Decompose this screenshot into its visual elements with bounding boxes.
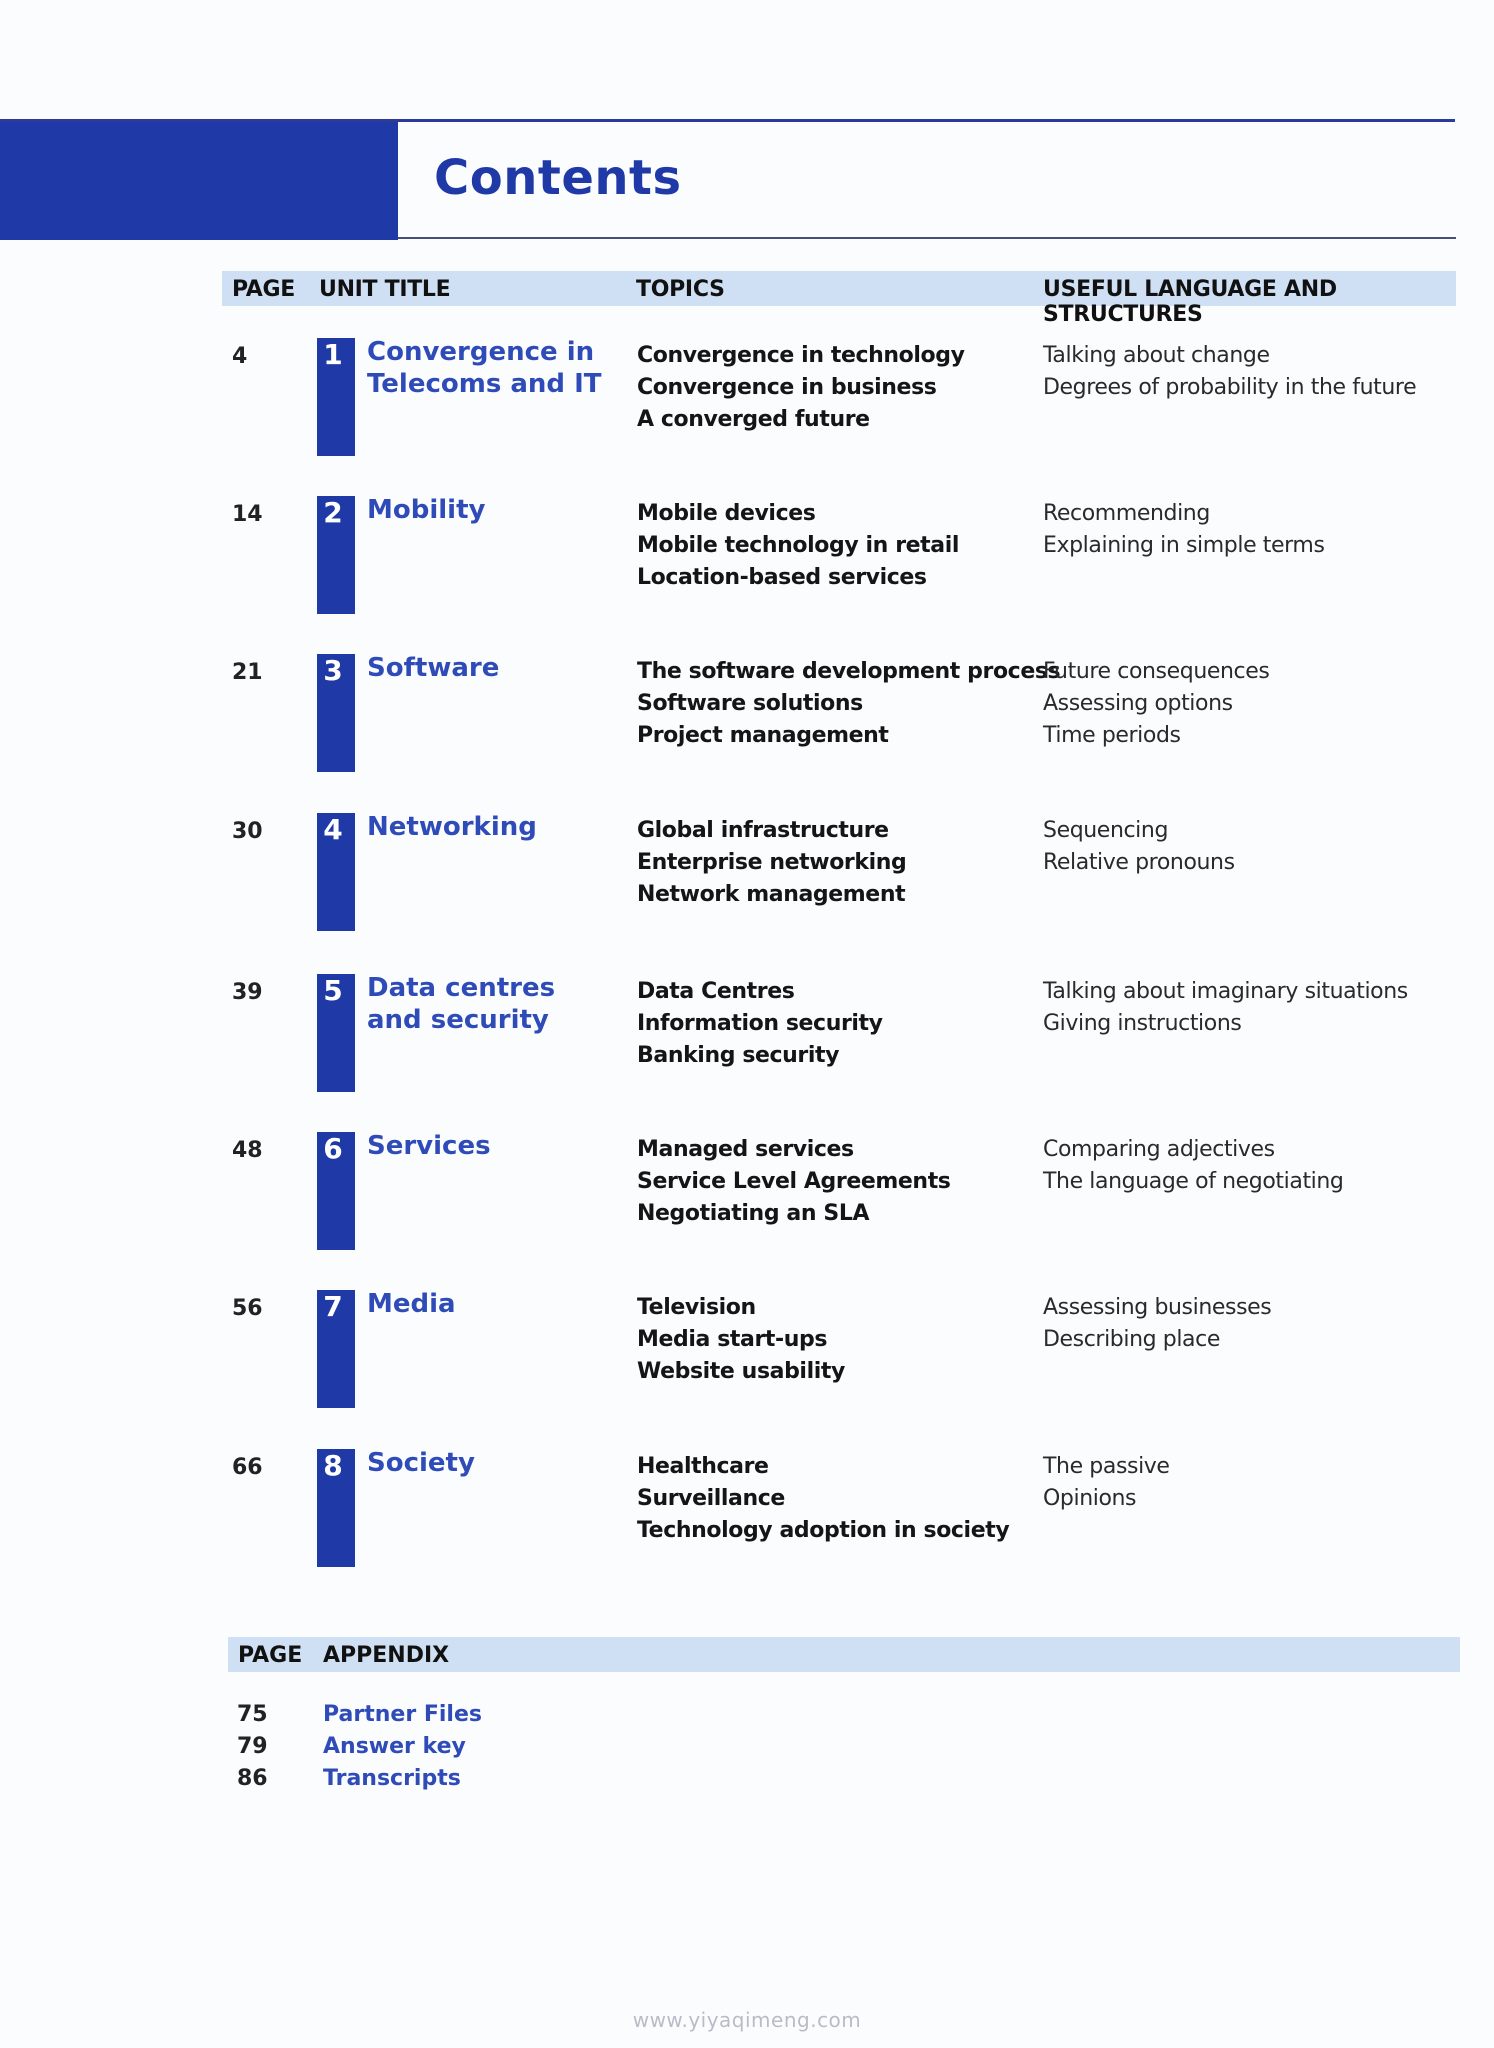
unit-language bbox=[1043, 1451, 1170, 1515]
topic-item: Website usability bbox=[637, 1359, 845, 1384]
unit-language bbox=[1043, 498, 1325, 562]
topic-item: Software solutions bbox=[637, 691, 863, 716]
topic-item: Network management bbox=[637, 882, 906, 907]
appendix-header-page: PAGE bbox=[238, 1643, 303, 1668]
header-banner bbox=[0, 122, 398, 240]
unit-page-number: 14 bbox=[232, 502, 263, 527]
topic-item: A converged future bbox=[637, 407, 870, 432]
unit-row-8 bbox=[222, 1449, 1456, 1579]
language-item: The language of negotiating bbox=[1043, 1169, 1344, 1194]
unit-row-6 bbox=[222, 1132, 1456, 1262]
unit-number-badge: 6 bbox=[317, 1132, 349, 1164]
unit-topics bbox=[637, 815, 906, 911]
unit-language bbox=[1043, 656, 1269, 752]
unit-topics bbox=[637, 498, 959, 594]
topic-item: Banking security bbox=[637, 1043, 840, 1068]
language-item: Comparing adjectives bbox=[1043, 1137, 1275, 1162]
language-item: Time periods bbox=[1043, 723, 1181, 748]
unit-page-number: 21 bbox=[232, 660, 263, 685]
unit-title[interactable]: Convergence in Telecoms and IT bbox=[367, 337, 602, 399]
language-item: Assessing options bbox=[1043, 691, 1233, 716]
table-header bbox=[222, 271, 1456, 327]
unit-language bbox=[1043, 340, 1416, 404]
topic-item: Location-based services bbox=[637, 565, 927, 590]
unit-topics bbox=[637, 1451, 1009, 1547]
unit-page-number: 66 bbox=[232, 1455, 263, 1480]
topic-item: Technology adoption in society bbox=[637, 1518, 1010, 1543]
unit-topics bbox=[637, 340, 965, 436]
unit-language bbox=[1043, 1134, 1344, 1198]
unit-title[interactable]: Data centres and security bbox=[367, 973, 556, 1035]
language-item: The passive bbox=[1043, 1454, 1170, 1479]
appendix-list bbox=[228, 1702, 828, 1798]
unit-topics bbox=[637, 1292, 845, 1388]
unit-number-badge: 2 bbox=[317, 496, 349, 528]
topic-item: Service Level Agreements bbox=[637, 1169, 951, 1194]
unit-row-5 bbox=[222, 974, 1456, 1104]
topic-item: Convergence in business bbox=[637, 375, 937, 400]
unit-title[interactable]: Society bbox=[367, 1448, 475, 1478]
unit-title[interactable]: Software bbox=[367, 653, 500, 683]
unit-page-number: 48 bbox=[232, 1138, 263, 1163]
unit-number-badge: 7 bbox=[317, 1290, 349, 1322]
unit-topics bbox=[637, 656, 1060, 752]
page-title: Contents bbox=[434, 150, 682, 206]
topic-item: Data Centres bbox=[637, 979, 795, 1004]
language-item: Giving instructions bbox=[1043, 1011, 1242, 1036]
unit-row-1 bbox=[222, 338, 1456, 468]
appendix-label[interactable]: Answer key bbox=[323, 1734, 466, 1759]
language-item: Assessing businesses bbox=[1043, 1295, 1272, 1320]
footer-watermark: www.yiyaqimeng.com bbox=[632, 2008, 862, 2032]
topic-item: Negotiating an SLA bbox=[637, 1201, 870, 1226]
appendix-label[interactable]: Transcripts bbox=[323, 1766, 461, 1791]
topic-item: Convergence in technology bbox=[637, 343, 965, 368]
unit-title[interactable]: Mobility bbox=[367, 495, 486, 525]
topic-item: Project management bbox=[637, 723, 889, 748]
language-item: Relative pronouns bbox=[1043, 850, 1235, 875]
unit-title[interactable]: Networking bbox=[367, 812, 537, 842]
unit-row-2 bbox=[222, 496, 1456, 626]
topic-item: Mobile technology in retail bbox=[637, 533, 960, 558]
language-item: Describing place bbox=[1043, 1327, 1220, 1352]
unit-language bbox=[1043, 815, 1235, 879]
title-underline bbox=[398, 237, 1456, 239]
language-item: Explaining in simple terms bbox=[1043, 533, 1325, 558]
unit-number-badge: 4 bbox=[317, 813, 349, 845]
appendix-item-answer-key[interactable] bbox=[228, 1734, 828, 1766]
topic-item: Global infrastructure bbox=[637, 818, 889, 843]
unit-language bbox=[1043, 1292, 1271, 1356]
appendix-header-title: APPENDIX bbox=[323, 1643, 450, 1668]
appendix-item-transcripts[interactable] bbox=[228, 1766, 828, 1798]
unit-row-3 bbox=[222, 654, 1456, 784]
unit-language bbox=[1043, 976, 1408, 1040]
appendix-header bbox=[228, 1637, 1460, 1672]
appendix-label[interactable]: Partner Files bbox=[323, 1702, 482, 1727]
topic-item: Healthcare bbox=[637, 1454, 769, 1479]
unit-page-number: 4 bbox=[232, 344, 248, 369]
header-useful-language: USEFUL LANGUAGE AND STRUCTURES bbox=[1043, 277, 1337, 327]
language-item: Opinions bbox=[1043, 1486, 1137, 1511]
header-page: PAGE bbox=[232, 277, 296, 302]
unit-page-number: 56 bbox=[232, 1296, 263, 1321]
topic-item: Mobile devices bbox=[637, 501, 816, 526]
language-item: Talking about change bbox=[1043, 343, 1270, 368]
unit-topics bbox=[637, 1134, 951, 1230]
appendix-page-number: 86 bbox=[237, 1766, 268, 1791]
appendix-page-number: 75 bbox=[237, 1702, 268, 1727]
language-item: Recommending bbox=[1043, 501, 1210, 526]
language-item: Talking about imaginary situations bbox=[1043, 979, 1408, 1004]
unit-number-badge: 5 bbox=[317, 974, 349, 1006]
topic-item: Information security bbox=[637, 1011, 883, 1036]
appendix-page-number: 79 bbox=[237, 1734, 268, 1759]
unit-number-badge: 1 bbox=[317, 338, 349, 370]
topic-item: Managed services bbox=[637, 1137, 854, 1162]
unit-page-number: 39 bbox=[232, 980, 263, 1005]
appendix-item-partner-files[interactable] bbox=[228, 1702, 828, 1734]
topic-item: The software development process bbox=[637, 659, 1061, 684]
unit-number-badge: 8 bbox=[317, 1449, 349, 1481]
header-topics: TOPICS bbox=[636, 277, 725, 302]
unit-number-badge: 3 bbox=[317, 654, 349, 686]
unit-page-number: 30 bbox=[232, 819, 263, 844]
unit-row-4 bbox=[222, 813, 1456, 943]
topic-item: Media start-ups bbox=[637, 1327, 828, 1352]
language-item: Sequencing bbox=[1043, 818, 1169, 843]
header-unit-title: UNIT TITLE bbox=[319, 277, 451, 302]
unit-row-7 bbox=[222, 1290, 1456, 1420]
unit-title[interactable]: Services bbox=[367, 1131, 491, 1161]
language-item: Future consequences bbox=[1043, 659, 1270, 684]
language-item: Degrees of probability in the future bbox=[1043, 375, 1417, 400]
unit-topics bbox=[637, 976, 883, 1072]
unit-title[interactable]: Media bbox=[367, 1289, 456, 1319]
topic-item: Enterprise networking bbox=[637, 850, 907, 875]
topic-item: Surveillance bbox=[637, 1486, 785, 1511]
topic-item: Television bbox=[637, 1295, 756, 1320]
